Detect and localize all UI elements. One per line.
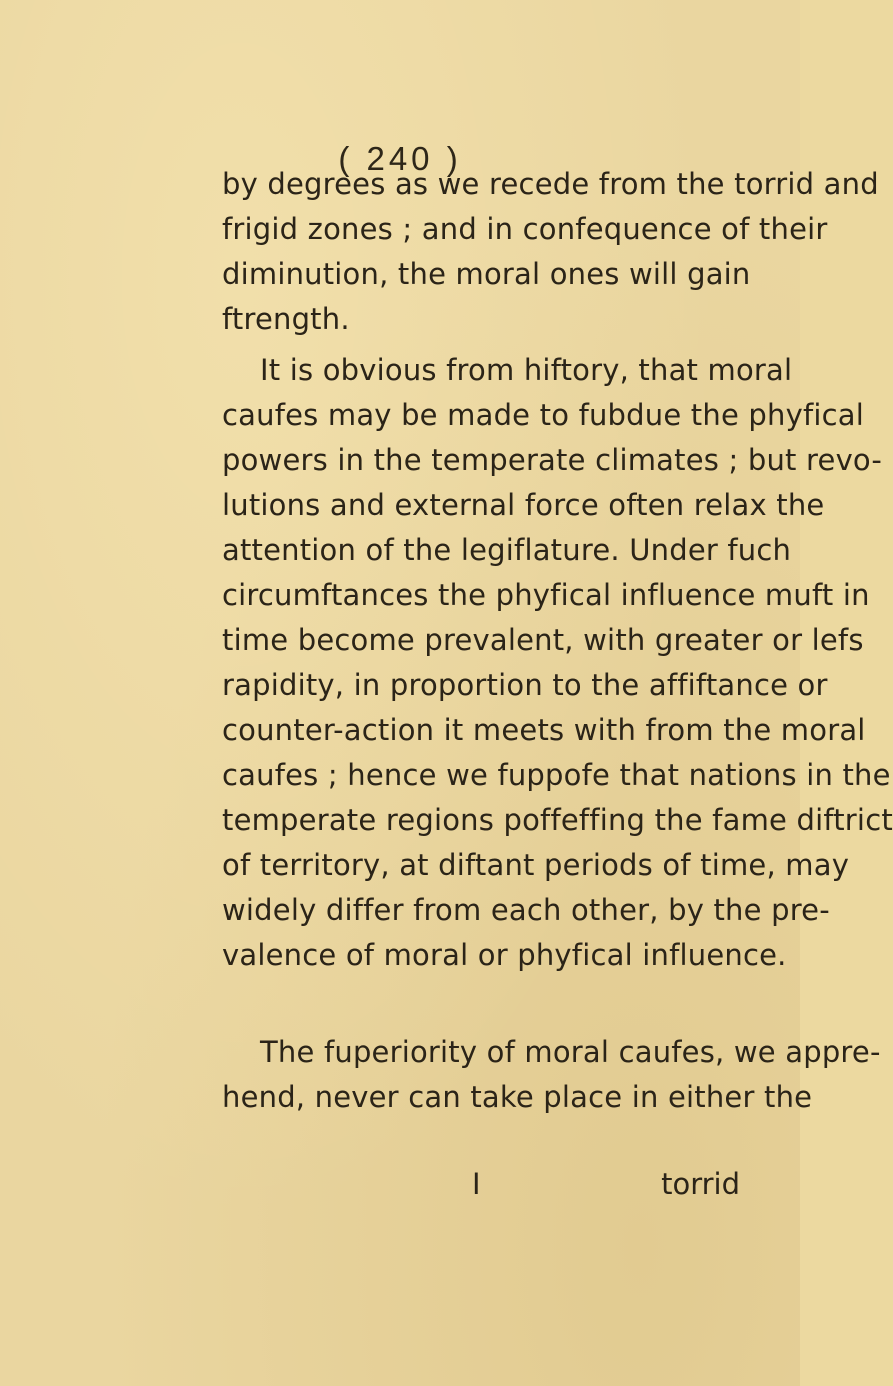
- paragraph-2: [222, 348, 893, 978]
- text-line: by degrees as we recede from the torrid and: [222, 167, 879, 201]
- paragraph-1: [222, 162, 879, 342]
- text-line: attention of the legiflature. Under fuch: [222, 533, 792, 567]
- catchword: torrid: [661, 1167, 740, 1201]
- text-line: powers in the temperate climates ; but revo-: [222, 443, 883, 477]
- text-line: temperate regions poffeffing the fame diftrict: [222, 803, 893, 837]
- text-line: rapidity, in proportion to the affiftance or: [222, 668, 828, 702]
- text-line: widely differ from each other, by the pre-: [222, 893, 830, 927]
- text-line: frigid zones ; and in confequence of their: [222, 212, 828, 246]
- text-line: lutions and external force often relax the: [222, 488, 825, 522]
- text-line: circumftances the phyfical influence muft in: [222, 578, 870, 612]
- text-line: It is obvious from hiftory, that moral: [260, 353, 793, 387]
- text-line: time become prevalent, with greater or lefs: [222, 623, 864, 657]
- text-line: valence of moral or phyfical influence.: [222, 938, 787, 972]
- text-line: The fuperiority of moral caufes, we appre-: [260, 1035, 881, 1069]
- signature-mark: I: [472, 1167, 481, 1201]
- page-number: ( 240 ): [338, 140, 462, 177]
- text-line: hend, never can take place in either the: [222, 1080, 813, 1114]
- text-line: caufes may be made to fubdue the phyfical: [222, 398, 865, 432]
- text-line: ftrength.: [222, 302, 350, 336]
- text-line: of territory, at diftant periods of time, may: [222, 848, 850, 882]
- page-footer: [222, 1162, 740, 1207]
- text-line: diminution, the moral ones will gain: [222, 257, 751, 291]
- text-line: caufes ; hence we fuppofe that nations in the: [222, 758, 891, 792]
- paragraph-3: [222, 1030, 881, 1120]
- text-line: counter-action it meets with from the moral: [222, 713, 866, 747]
